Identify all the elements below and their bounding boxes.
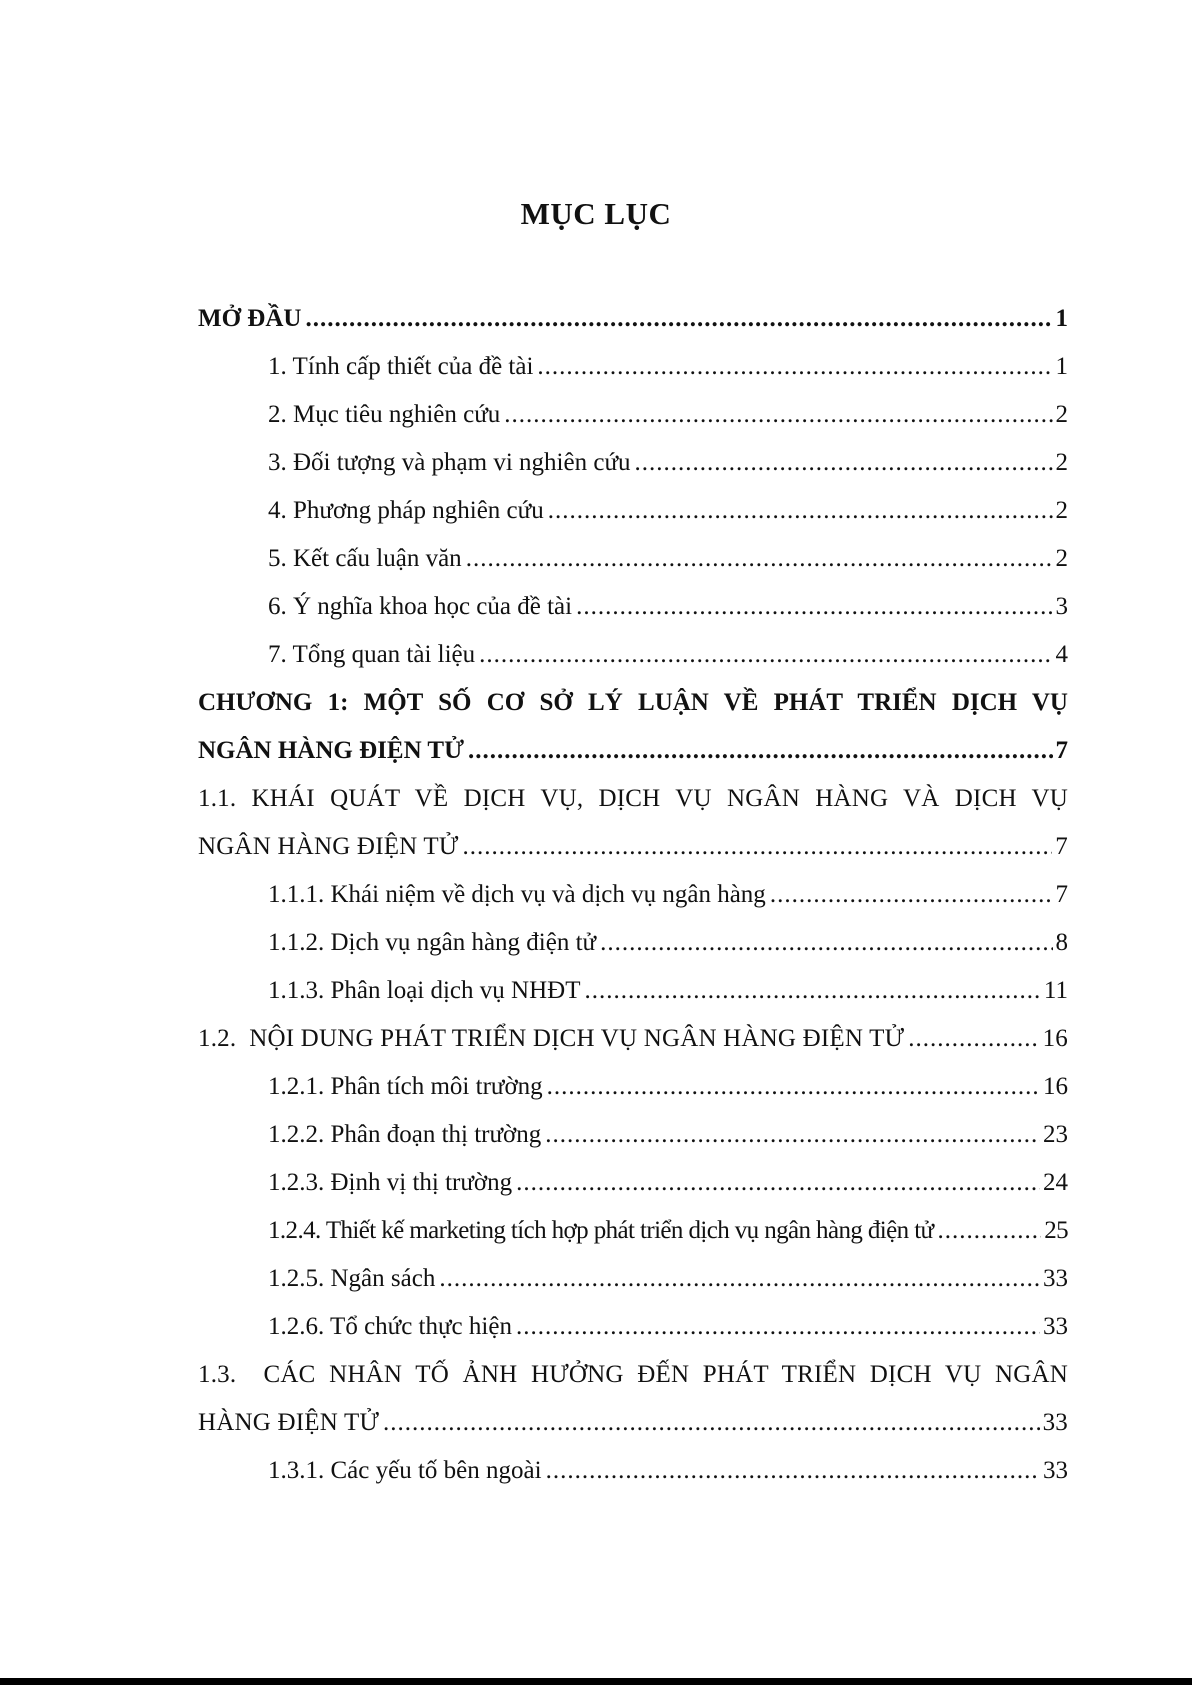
toc-entry-page: 2 (1055, 401, 1068, 428)
dot-leader (466, 535, 1053, 583)
toc-entry-page: 11 (1043, 977, 1068, 1004)
toc-entry-3[interactable] (268, 439, 1068, 487)
toc-entry-label: 2. Mục tiêu nghiên cứu (268, 401, 501, 428)
toc-entry-5[interactable] (268, 535, 1068, 583)
toc-entry-1-3-1[interactable] (268, 1447, 1068, 1495)
dot-leader (938, 1207, 1042, 1255)
dot-leader (439, 1255, 1040, 1303)
toc-entry-2[interactable] (268, 391, 1068, 439)
dot-leader (770, 871, 1053, 919)
toc-entry-label: 7. Tổng quan tài liệu (268, 641, 476, 668)
toc-entry-label: NGÂN HÀNG ĐIỆN TỬ (198, 737, 464, 764)
toc-entry-6[interactable] (268, 583, 1068, 631)
toc-entry-1-1[interactable] (198, 775, 1068, 871)
dot-leader (548, 487, 1053, 535)
bottom-edge-rule (0, 1678, 1192, 1685)
toc-entry-1-2-2[interactable] (268, 1111, 1068, 1159)
toc-entry-label: 1.2.2. Phân đoạn thị trường (268, 1121, 542, 1148)
toc-entry-page: 3 (1055, 593, 1068, 620)
toc-entry-page: 25 (1044, 1217, 1068, 1244)
dot-leader (537, 343, 1052, 391)
toc-entry-1-1-2[interactable] (268, 919, 1068, 967)
toc-entry-1-1-1[interactable] (268, 871, 1068, 919)
dot-leader (504, 391, 1052, 439)
dot-leader (908, 1015, 1039, 1063)
toc-entry-page: 24 (1043, 1169, 1068, 1196)
dot-leader (305, 295, 1052, 343)
toc-entry-page: 2 (1055, 545, 1068, 572)
toc-entry-label: 4. Phương pháp nghiên cứu (268, 497, 544, 524)
toc-entry-page: 2 (1055, 497, 1068, 524)
toc-entry-label: NGÂN HÀNG ĐIỆN TỬ (198, 833, 459, 860)
toc-entry-page: 33 (1043, 1313, 1068, 1340)
toc-entry-1-3[interactable] (198, 1351, 1068, 1447)
toc-entry-label: 1.2.1. Phân tích môi trường (268, 1073, 543, 1100)
toc-entry-label: 1.2.6. Tổ chức thực hiện (268, 1313, 512, 1340)
toc-entry-page: 4 (1055, 641, 1068, 668)
toc-entry-page: 16 (1043, 1073, 1068, 1100)
toc-entry-page: 33 (1042, 1409, 1068, 1436)
toc-entry-label: 1.1.1. Khái niệm về dịch vụ và dịch vụ ngân hàng (268, 881, 766, 908)
toc-entry-page: 7 (1055, 833, 1068, 860)
toc-entry-page: 7 (1055, 881, 1068, 908)
toc-entry-1-2-1[interactable] (268, 1063, 1068, 1111)
toc-entry-page: 8 (1055, 929, 1068, 956)
toc-entry-label: MỞ ĐẦU (198, 305, 302, 332)
table-of-contents (198, 295, 1068, 1495)
toc-entry-page: 33 (1043, 1457, 1068, 1484)
toc-entry-line1: 1.1. KHÁI QUÁT VỀ DỊCH VỤ, DỊCH VỤ NGÂN HÀNG VÀ DỊCH VỤ (198, 785, 1068, 812)
toc-entry-label: 3. Đối tượng và phạm vi nghiên cứu (268, 449, 631, 476)
toc-entry-1-2[interactable] (198, 1015, 1068, 1063)
dot-leader (547, 1063, 1040, 1111)
toc-entry-mo-dau[interactable] (198, 295, 1068, 343)
toc-entry-1[interactable] (268, 343, 1068, 391)
toc-entry-label: 1.2.5. Ngân sách (268, 1265, 436, 1292)
toc-entry-1-1-3[interactable] (268, 967, 1068, 1015)
dot-leader (468, 727, 1053, 775)
dot-leader (546, 1447, 1040, 1495)
dot-leader (584, 967, 1040, 1015)
dot-leader (545, 1111, 1040, 1159)
dot-leader (635, 439, 1053, 487)
toc-entry-label: 6. Ý nghĩa khoa học của đề tài (268, 593, 573, 620)
toc-entry-label: 1. Tính cấp thiết của đề tài (268, 353, 534, 380)
toc-entry-1-2-4[interactable] (268, 1207, 1068, 1255)
toc-entry-chapter-1[interactable] (198, 679, 1068, 775)
dot-leader (463, 823, 1053, 871)
toc-entry-label: 1.3.1. Các yếu tố bên ngoài (268, 1457, 542, 1484)
toc-entry-label: 1.2. NỘI DUNG PHÁT TRIỂN DỊCH VỤ NGÂN HÀNG ĐIỆN TỬ (198, 1025, 905, 1052)
toc-entry-1-2-6[interactable] (268, 1303, 1068, 1351)
dot-leader (516, 1303, 1040, 1351)
toc-entry-label: 1.2.4. Thiết kế marketing tích hợp phát triển dịch vụ ngân hàng điện tử (268, 1217, 934, 1244)
page-title: MỤC LỤC (520, 196, 672, 231)
toc-entry-7[interactable] (268, 631, 1068, 679)
toc-entry-label: HÀNG ĐIỆN TỬ (198, 1409, 380, 1436)
toc-entry-page: 1 (1055, 353, 1068, 380)
toc-entry-label: 1.1.3. Phân loại dịch vụ NHĐT (268, 977, 581, 1004)
toc-entry-1-2-3[interactable] (268, 1159, 1068, 1207)
dot-leader (383, 1399, 1040, 1447)
dot-leader (600, 919, 1052, 967)
toc-entry-label: 5. Kết cấu luận văn (268, 545, 462, 572)
toc-entry-label: 1.1.2. Dịch vụ ngân hàng điện tử (268, 929, 597, 956)
toc-entry-page: 23 (1043, 1121, 1068, 1148)
toc-entry-label: 1.2.3. Định vị thị trường (268, 1169, 513, 1196)
toc-entry-4[interactable] (268, 487, 1068, 535)
toc-entry-page: 33 (1043, 1265, 1068, 1292)
toc-entry-1-2-5[interactable] (268, 1255, 1068, 1303)
toc-entry-page: 16 (1042, 1025, 1068, 1052)
toc-entry-line1: CHƯƠNG 1: MỘT SỐ CƠ SỞ LÝ LUẬN VỀ PHÁT TRIỂN DỊCH VỤ (198, 689, 1068, 716)
dot-leader (576, 583, 1052, 631)
toc-entry-page: 7 (1055, 737, 1068, 764)
toc-entry-line1: 1.3. CÁC NHÂN TỐ ẢNH HƯỞNG ĐẾN PHÁT TRIỂN DỊCH VỤ NGÂN (198, 1361, 1068, 1388)
toc-entry-page: 2 (1055, 449, 1068, 476)
dot-leader (479, 631, 1052, 679)
dot-leader (516, 1159, 1040, 1207)
toc-entry-page: 1 (1055, 305, 1068, 332)
